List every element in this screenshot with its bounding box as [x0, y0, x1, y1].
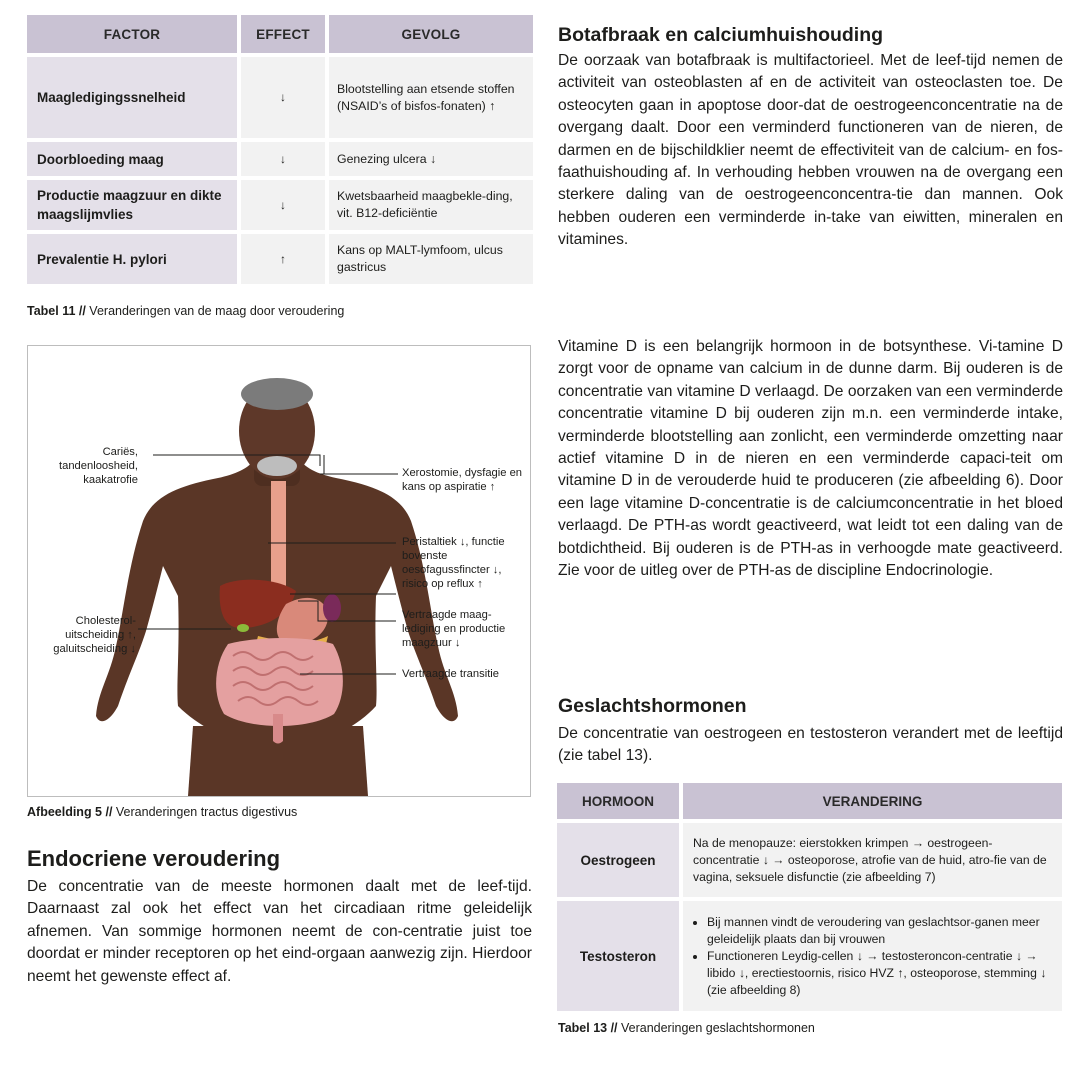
table-row — [557, 823, 1062, 897]
heading-botafbraak: Botafbraak en calciumhuishouding — [558, 24, 884, 46]
table-row — [27, 180, 533, 230]
label-maaglediging: Vertraagde maag-lediging en productie maagzuur ↓ — [402, 609, 506, 649]
table-11 — [23, 11, 537, 288]
label-xerostomie: Xerostomie, dysfagie en kans op aspiratie ↑ — [402, 467, 523, 493]
heading-geslachtshormonen: Geslachtshormonen — [558, 695, 747, 717]
table-11-header-effect: EFFECT — [241, 15, 325, 53]
caption-text: Veranderingen geslachtshormonen — [617, 1021, 815, 1035]
list-item: • Functioneren Leydig-cellen ↓ → testosteroncon-centratie ↓ → libido ↓, erectiestoornis, risico HVZ ↑, osteoporose, stemming ↓ (zie afbeelding 8) — [707, 948, 1052, 999]
table-row — [27, 234, 533, 284]
table-11-header-gevolg: GEVOLG — [329, 15, 533, 53]
testosteron-bullet-list — [693, 914, 1052, 999]
paragraph-botafbraak-1: De oorzaak van botafbraak is multifactorieel. Met de leef-tijd nemen de activiteit van osteoblasten af en de activiteit van osteoclasten toe. De osteocyten gaan in apoptose door-dat de oestrogeenconcentratie na de overgang daalt. Door een verminderd functioneren van de nieren, de darmen en de bijschildklier neemt de effectiviteit van de calcium- en fos-faathuishouding af. In verhouding hebben vrouwen na de overgang een sterkere daling van de oestrogeenconcentra-tie dan mannen. Ook hebben ouderen een verminderde in-take van eiwitten, mineralen en vitamines. — [558, 52, 1063, 249]
table-cell-effect: ↓ — [241, 180, 325, 230]
caption-text: Veranderingen tractus digestivus — [112, 805, 298, 819]
list-item: • Bij mannen vindt de veroudering van geslachtsor-ganen meer geleidelijk plaats dan bij vrouwen — [707, 914, 1052, 948]
caption-text: Veranderingen van de maag door veroudering — [85, 304, 345, 318]
table-row — [557, 901, 1062, 1011]
table-cell-gevolg: Blootstelling aan etsende stoffen (NSAID’s of bisfos-fonaten) ↑ — [329, 57, 533, 138]
caption-label: Afbeelding 5 // — [27, 805, 113, 819]
table-cell-effect: ↓ — [241, 142, 325, 176]
table-cell-hormoon: Oestrogeen — [557, 823, 679, 897]
table-13-caption — [558, 1021, 815, 1035]
table-cell-hormoon: Testosteron — [557, 901, 679, 1011]
table-row — [27, 57, 533, 138]
table-11-header-factor: FACTOR — [27, 15, 237, 53]
table-13-header-verandering: VERANDERING — [683, 783, 1062, 819]
caption-label: Tabel 11 // — [27, 304, 86, 318]
heading-endocriene-veroudering: Endocriene veroudering — [27, 846, 281, 871]
table-row — [27, 142, 533, 176]
table-cell-factor: Doorbloeding maag — [27, 142, 237, 176]
label-cholesterol: Cholesterol-uitscheiding ↑, galuitscheiding ↓ — [53, 615, 136, 655]
table-11-caption — [27, 304, 344, 318]
table-cell-verandering: Na de menopauze: eierstokken krimpen → oestrogeen-concentratie ↓ → osteoporose, atrofie van de huid, atro-fie van de vagina, seksuele disfunctie (zie afbeelding 7) — [683, 823, 1062, 897]
caption-label: Tabel 13 // — [558, 1021, 618, 1035]
label-peristaltiek: Peristaltiek ↓, functie bovenste oesofagussfincter ↓, risico op reflux ↑ — [402, 536, 505, 590]
table-cell-factor: Prevalentie H. pylori — [27, 234, 237, 284]
table-cell-gevolg: Kans op MALT-lymfoom, ulcus gastricus — [329, 234, 533, 284]
table-13 — [553, 779, 1066, 1015]
table-cell-verandering — [683, 901, 1062, 1011]
table-13-header-hormoon: HORMOON — [557, 783, 679, 819]
table-cell-factor: Productie maagzuur en dikte maagslijmvlies — [27, 180, 237, 230]
label-caries: Cariës, tandenloosheid, kaakatrofie — [58, 446, 138, 486]
paragraph-botafbraak-2: Vitamine D is een belangrijk hormoon in de botsynthese. Vi-tamine D zorgt voor de opname van calcium in de dunne darm. Bij ouderen is de concentratie van vitamine D verlaagd. De oorzaken van een verminderde concentratie vitamine D bij ouderen zijn m.n. een verminderde intake, verminderde blootstelling aan zonlicht, een verminderde omzetting naar actief vitamine D in de nieren en een verminderde capaci-teit om vitamine D in de verouderde huid te produceren (zie afbeelding 6). Door een lage vitamine D-concentratie is de calciumconcentratie in het bloed verlaagd. De PTH-as wordt geactiveerd, wat leidt tot een daling van de botdichtheid. Bij ouderen is de PTH-as in verhoogde mate geactiveerd. Zie voor de uitleg over de PTH-as de discipline Endocrinologie. — [558, 338, 1063, 580]
figure-5-caption — [27, 805, 297, 819]
table-cell-gevolg: Kwetsbaarheid maagbekle-ding, vit. B12-deficiëntie — [329, 180, 533, 230]
table-cell-factor: Maagledigingssnelheid — [27, 57, 237, 138]
table-cell-effect: ↑ — [241, 234, 325, 284]
table-cell-gevolg: Genezing ulcera ↓ — [329, 142, 533, 176]
figure-5-digestive-tract — [27, 345, 531, 797]
label-transitie: Vertraagde transitie — [402, 668, 500, 680]
paragraph-endocrien: De concentratie van de meeste hormonen daalt met de leef-tijd. Daarnaast zal ook het effect van het circadiaan ritme geleidelijk afnemen. Van sommige hormonen neemt de con-centratie juist toe doordat er minder receptoren op het eind-orgaan aanwezig zijn. Hierdoor neemt het gewenste effect af. — [27, 878, 532, 985]
paragraph-geslachtshormonen: De concentratie van oestrogeen en testosteron verandert met de leeftijd (zie tabel 13). — [558, 725, 1063, 765]
table-cell-effect: ↓ — [241, 57, 325, 138]
